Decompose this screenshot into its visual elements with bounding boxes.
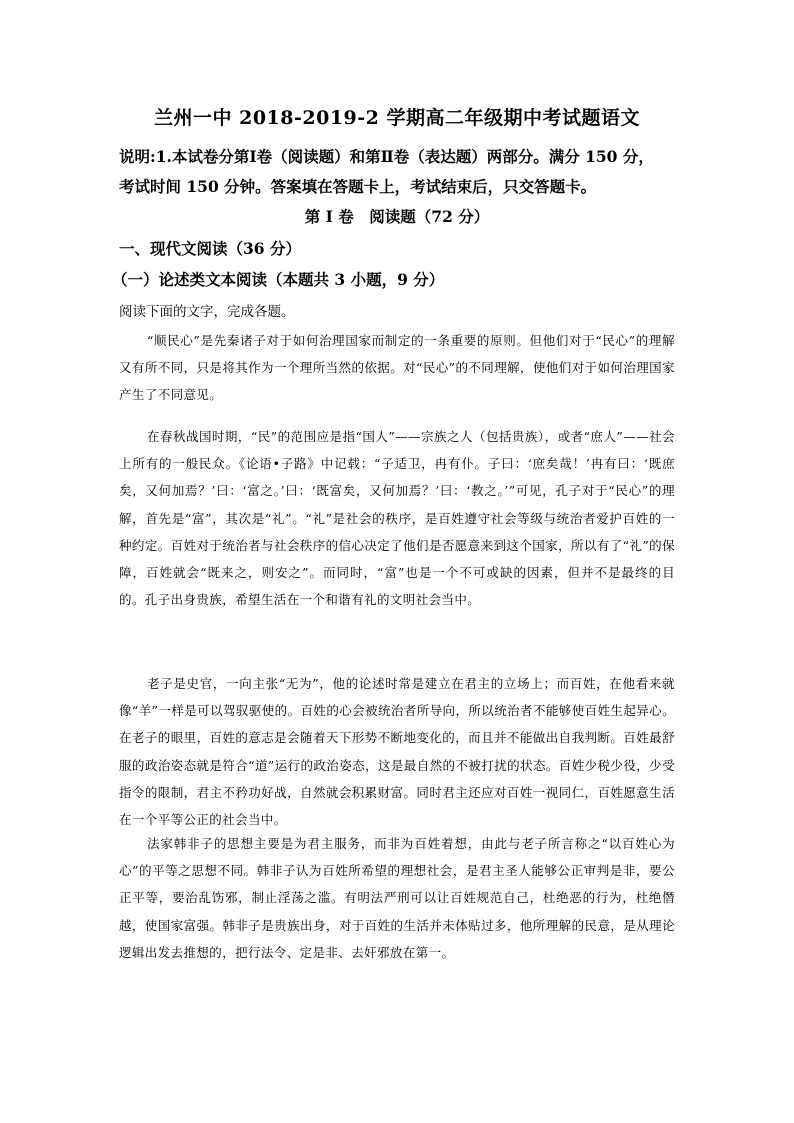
subsection-heading: （一）论述类文本阅读（本题共 3 小题，9 分） — [112, 270, 445, 289]
exam-title: 兰州一中 2018-2019-2 学期高二年级期中考试题语文 — [154, 107, 640, 129]
section-heading: 一、现代文阅读（36 分） — [119, 239, 301, 258]
reading-instruction: 阅读下面的文字，完成各题。 — [119, 304, 295, 320]
passage-paragraph-2: 在春秋战国时期，“民”的范围应是指“国人”——宗族之人（包括贵族），或者“庶人”——社会上所有的一般民众。《论语•子路》中记载：“子适卫，冉有仆。子曰：‘庶矣哉！’冉有曰：‘既庶矣，又何加焉？’曰：‘富之。’曰：‘既富矣，又何加焉？’曰：‘教之。’”可见，孔子对于“民心”的理解，首先是“富”，其次是“礼”。“礼”是社会的秩序，是百姓遵守社会等级与统治者爱护百姓的一种约定。百姓对于统治者与社会秩序的信心决定了他们是否愿意来到这个国家，所以有了“礼”的保障，百姓就会“既来之，则安之”。而同时，“富”也是一个不可或缺的因素，但并不是最终的目的。孔子出身贵族，希望生活在一个和谐有礼的文明社会当中。 — [119, 429, 675, 608]
passage-paragraph-4: 法家韩非子的思想主要是为君主服务，而非为百姓着想，由此与老子所言称之“以百姓心为心”的平等之思想不同。韩非子认为百姓所希望的理想社会，是君主圣人能够公正审判是非，要公正平等，要治乱饬邪，制止淫荡之滥。有明法严刑可以让百姓规范自己，杜绝恶的行为，杜绝僭越，使国家富强。韩非子是贵族出身，对于百姓的生活并未体贴过多，他所理解的民意，是从理论逻辑出发去推想的，把行法令、定是非、去奸邪放在第一。 — [119, 836, 675, 960]
instructions-note-line-1: 说明:1.本试卷分第Ⅰ卷（阅读题）和第Ⅱ卷（表达题）两部分。满分 150 分， — [119, 147, 654, 166]
passage-paragraph-3: 老子是史官，一向主张“无为”，他的论述时常是建立在君主的立场上；而百姓，在他看来就像“羊”一样是可以驾驭驱使的。百姓的心会被统治者所导向，所以统治者不能够使百姓生起异心。在老子的眼里，百姓的意志是会随着天下形势不断地变化的，而且并不能做出自我判断。百姓最舒服的政治姿态就是符合“道”运行的政治姿态，这是最自然的不被打扰的状态。百姓少税少役，少受指令的限制，君主不矜功好战，自然就会积累财富。同时君主还应对百姓一视同仁，百姓愿意生活在一个平等公正的社会当中。 — [119, 676, 675, 828]
instructions-note-line-2: 考试时间 150 分钟。答案填在答题卡上，考试结束后，只交答题卡。 — [119, 177, 597, 196]
part-one-heading: 第 Ⅰ 卷 阅读题（72 分） — [304, 207, 490, 226]
passage-paragraph-1: “顺民心”是先秦诸子对于如何治理国家而制定的一条重要的原则。但他们对于“民心”的理解又有所不同，只是将其作为一个理所当然的依据。对“民心”的不同理解，使他们对于如何治理国家产生了不同意见。 — [119, 333, 675, 403]
